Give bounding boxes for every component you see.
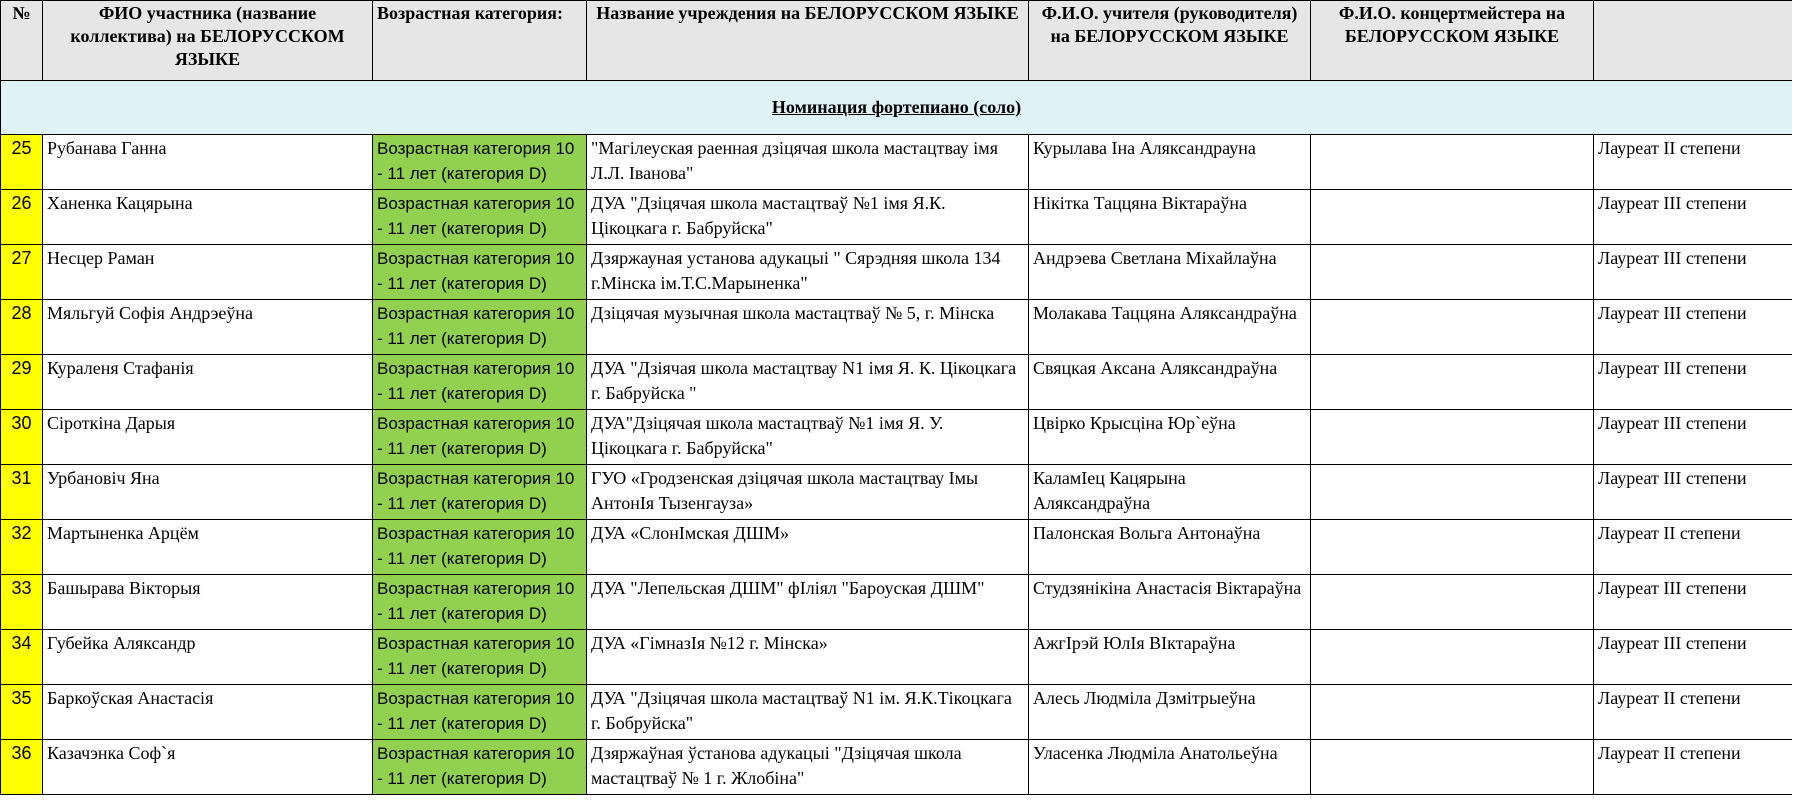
cell-participant[interactable]: Мартыненка Арцём [43,520,373,575]
cell-accompanist[interactable] [1311,465,1594,520]
cell-accompanist[interactable] [1311,190,1594,245]
cell-num[interactable]: 32 [1,520,43,575]
cell-teacher[interactable]: КаламІец Кацярына Аляксандраўна [1029,465,1311,520]
cell-result[interactable]: Лауреат III степени [1594,300,1793,355]
cell-teacher[interactable]: Палонская Вольга Антонаўна [1029,520,1311,575]
cell-age-category[interactable]: Возрастная категория 10 - 11 лет (категория D) [373,190,587,245]
cell-accompanist[interactable] [1311,245,1594,300]
cell-num[interactable]: 33 [1,575,43,630]
cell-participant[interactable]: Башырава Вікторыя [43,575,373,630]
header-age-category[interactable]: Возрастная категория: [373,1,587,81]
cell-num[interactable]: 35 [1,685,43,740]
cell-accompanist[interactable] [1311,355,1594,410]
header-teacher[interactable]: Ф.И.О. учителя (руководителя) на БЕЛОРУССКОМ ЯЗЫКЕ [1029,1,1311,81]
cell-participant[interactable]: Кураленя Стафанія [43,355,373,410]
cell-participant[interactable]: Мяльгуй Софія Андрэеўна [43,300,373,355]
header-accompanist[interactable]: Ф.И.О. концертмейстера на БЕЛОРУССКОМ ЯЗЫКЕ [1311,1,1594,81]
cell-num[interactable]: 36 [1,740,43,795]
table-row [1,740,1793,795]
cell-accompanist[interactable] [1311,520,1594,575]
cell-institution[interactable]: Дзяржауная установа адукацыі " Сярэдняя школа 134 г.Мінска ім.Т.С.Марыненка" [587,245,1029,300]
cell-accompanist[interactable] [1311,685,1594,740]
cell-result[interactable]: Лауреат II степени [1594,135,1793,190]
cell-result[interactable]: Лауреат III степени [1594,410,1793,465]
cell-num[interactable]: 28 [1,300,43,355]
cell-institution[interactable]: ДУА «СлонІмская ДШМ» [587,520,1029,575]
cell-accompanist[interactable] [1311,135,1594,190]
table-row [1,300,1793,355]
cell-institution[interactable]: Дзяржаўная ўстанова адукацыі "Дзіцячая школа мастацтваў № 1 г. Жлобіна" [587,740,1029,795]
cell-teacher[interactable]: Курылава Іна Аляксандрауна [1029,135,1311,190]
header-participant[interactable]: ФИО участника (название коллектива) на БЕЛОРУССКОМ ЯЗЫКЕ [43,1,373,81]
cell-teacher[interactable]: Алесь Людміла Дзмітрыеўна [1029,685,1311,740]
table-row [1,135,1793,190]
cell-teacher[interactable]: Цвірко Крысціна Юр`еўна [1029,410,1311,465]
cell-result[interactable]: Лауреат III степени [1594,355,1793,410]
cell-age-category[interactable]: Возрастная категория 10 - 11 лет (категория D) [373,245,587,300]
cell-age-category[interactable]: Возрастная категория 10 - 11 лет (категория D) [373,465,587,520]
table-row [1,630,1793,685]
nomination-title[interactable]: Номинация фортепиано (соло) [1,81,1793,135]
cell-institution[interactable]: ДУА "Дзіячая школа мастацтвау N1 імя Я. К. Цікоцкага г. Бабруйска " [587,355,1029,410]
cell-participant[interactable]: Несцер Раман [43,245,373,300]
table-row [1,575,1793,630]
cell-result[interactable]: Лауреат III степени [1594,465,1793,520]
header-num[interactable]: № [1,1,43,81]
cell-age-category[interactable]: Возрастная категория 10 - 11 лет (категория D) [373,300,587,355]
cell-num[interactable]: 26 [1,190,43,245]
cell-institution[interactable]: ДУА"Дзіцячая школа мастацтваў №1 імя Я. У. Цікоцкага г. Бабруйска" [587,410,1029,465]
cell-institution[interactable]: ДУА «ГімназІя №12 г. Мінска» [587,630,1029,685]
cell-age-category[interactable]: Возрастная категория 10 - 11 лет (категория D) [373,630,587,685]
cell-result[interactable]: Лауреат III степени [1594,245,1793,300]
cell-participant[interactable]: Рубанава Ганна [43,135,373,190]
cell-result[interactable]: Лауреат II степени [1594,740,1793,795]
cell-num[interactable]: 34 [1,630,43,685]
cell-participant[interactable]: Сіроткіна Дарыя [43,410,373,465]
cell-num[interactable]: 27 [1,245,43,300]
cell-institution[interactable]: Дзіцячая музычная школа мастацтваў № 5, г. Мінска [587,300,1029,355]
cell-result[interactable]: Лауреат III степени [1594,575,1793,630]
table-row [1,245,1793,300]
cell-accompanist[interactable] [1311,740,1594,795]
header-result[interactable] [1594,1,1793,81]
cell-accompanist[interactable] [1311,630,1594,685]
cell-age-category[interactable]: Возрастная категория 10 - 11 лет (категория D) [373,410,587,465]
cell-result[interactable]: Лауреат III степени [1594,630,1793,685]
cell-num[interactable]: 31 [1,465,43,520]
cell-num[interactable]: 25 [1,135,43,190]
cell-result[interactable]: Лауреат III степени [1594,190,1793,245]
cell-accompanist[interactable] [1311,410,1594,465]
cell-institution[interactable]: "Магілеуская раенная дзіцячая школа мастацтвау імя Л.Л. Іванова" [587,135,1029,190]
cell-teacher[interactable]: Молакава Таццяна Аляксандраўна [1029,300,1311,355]
cell-result[interactable]: Лауреат II степени [1594,685,1793,740]
cell-teacher[interactable]: Нікітка Таццяна Віктараўна [1029,190,1311,245]
right-edge [1792,0,1796,812]
nomination-row [1,81,1793,135]
cell-age-category[interactable]: Возрастная категория 10 - 11 лет (категория D) [373,685,587,740]
cell-participant[interactable]: Ханенка Кацярына [43,190,373,245]
cell-accompanist[interactable] [1311,300,1594,355]
cell-participant[interactable]: Губейка Аляксандр [43,630,373,685]
cell-teacher[interactable]: Андрэева Светлана Міхайлаўна [1029,245,1311,300]
cell-num[interactable]: 29 [1,355,43,410]
cell-institution[interactable]: ДУА "Дзіцячая школа мастацтваў N1 ім. Я.К.Тікоцкага г. Бобруйска" [587,685,1029,740]
cell-participant[interactable]: Баркоўская Анастасія [43,685,373,740]
cell-num[interactable]: 30 [1,410,43,465]
table-row [1,410,1793,465]
cell-age-category[interactable]: Возрастная категория 10 - 11 лет (категория D) [373,740,587,795]
table-row [1,685,1793,740]
cell-age-category[interactable]: Возрастная категория 10 - 11 лет (категория D) [373,355,587,410]
table-row [1,520,1793,575]
cell-accompanist[interactable] [1311,575,1594,630]
cell-age-category[interactable]: Возрастная категория 10 - 11 лет (категория D) [373,575,587,630]
table-row [1,355,1793,410]
cell-teacher[interactable]: АжгІрэй ЮлІя ВІктараўна [1029,630,1311,685]
cell-institution[interactable]: ДУА "Дзіцячая школа мастацтваў №1 імя Я.К. Цікоцкага г. Бабруйска" [587,190,1029,245]
cell-age-category[interactable]: Возрастная категория 10 - 11 лет (категория D) [373,520,587,575]
cell-participant[interactable]: Урбановіч Яна [43,465,373,520]
cell-age-category[interactable]: Возрастная категория 10 - 11 лет (категория D) [373,135,587,190]
cell-institution[interactable]: ДУА "Лепельская ДШМ" фІліял "Бароуская ДШМ" [587,575,1029,630]
cell-teacher[interactable]: Уласенка Людміла Анатольеўна [1029,740,1311,795]
cell-result[interactable]: Лауреат II степени [1594,520,1793,575]
cell-teacher[interactable]: Студзянікіна Анастасія Віктараўна [1029,575,1311,630]
header-institution[interactable]: Название учреждения на БЕЛОРУССКОМ ЯЗЫКЕ [587,1,1029,81]
cell-institution[interactable]: ГУО «Гродзенская дзіцячая школа мастацтвау Імы АнтонІя Тызенгауза» [587,465,1029,520]
cell-participant[interactable]: Казачэнка Соф`я [43,740,373,795]
table-row [1,190,1793,245]
header-row [1,1,1793,81]
table-row [1,465,1793,520]
cell-teacher[interactable]: Свяцкая Аксана Аляксандраўна [1029,355,1311,410]
